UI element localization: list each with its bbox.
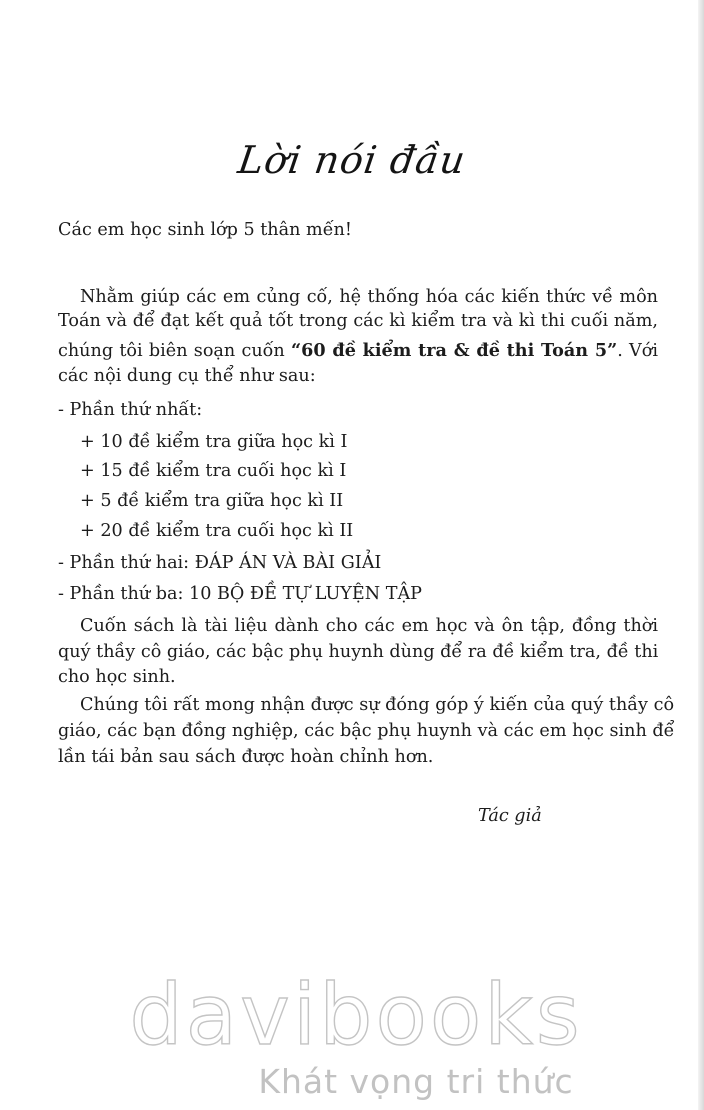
- para2-line2: quý thầy cô giáo, các bậc phụ huynh dùng để ra đề kiểm tra, đề thi: [58, 642, 659, 662]
- para2-line3: cho học sinh.: [58, 667, 176, 687]
- part1-item-1: + 10 đề kiểm tra giữa học kì I: [80, 432, 348, 452]
- para1-line2: Toán và để đạt kết quả tốt trong các kì kiểm tra và kì thi cuối năm,: [58, 311, 658, 331]
- para1-line3-start: chúng tôi biên soạn cuốn: [58, 341, 292, 361]
- para1-line3: [58, 339, 658, 363]
- watermark-slogan: Khát vọng tri thức: [258, 1062, 574, 1101]
- part2-line: - Phần thứ hai: ĐÁP ÁN VÀ BÀI GIẢI: [58, 553, 382, 573]
- para1-line3-end: . Với: [617, 341, 658, 361]
- part3-line: - Phần thứ ba: 10 BỘ ĐỀ TỰ LUYỆN TẬP: [58, 584, 422, 604]
- para3-line2: giáo, các bạn đồng nghiệp, các bậc phụ huynh và các em học sinh để: [58, 721, 675, 741]
- part1-item-4: + 20 đề kiểm tra cuối học kì II: [80, 521, 354, 541]
- part1-item-2: + 15 đề kiểm tra cuối học kì I: [80, 461, 347, 481]
- greeting: Các em học sinh lớp 5 thân mến!: [58, 220, 352, 240]
- para1-line1: Nhằm giúp các em củng cố, hệ thống hóa các kiến thức về môn: [80, 287, 658, 307]
- part1-item-3: + 5 đề kiểm tra giữa học kì II: [80, 491, 344, 511]
- para2-line1: Cuốn sách là tài liệu dành cho các em học và ôn tập, đồng thời: [80, 616, 658, 636]
- book-title: “60 đề kiểm tra & đề thi Toán 5”: [291, 340, 618, 361]
- para3-line1: Chúng tôi rất mong nhận được sự đóng góp ý kiến của quý thầy cô: [80, 695, 675, 715]
- watermark-brand: davibooks: [129, 966, 583, 1064]
- para1-line4: các nội dung cụ thể như sau:: [58, 366, 316, 386]
- para3-line3: lần tái bản sau sách được hoàn chỉnh hơn.: [58, 747, 434, 767]
- author-signature: Tác giả: [478, 806, 542, 826]
- part1-heading: - Phần thứ nhất:: [58, 400, 203, 420]
- page-title: Lời nói đầu: [235, 138, 469, 182]
